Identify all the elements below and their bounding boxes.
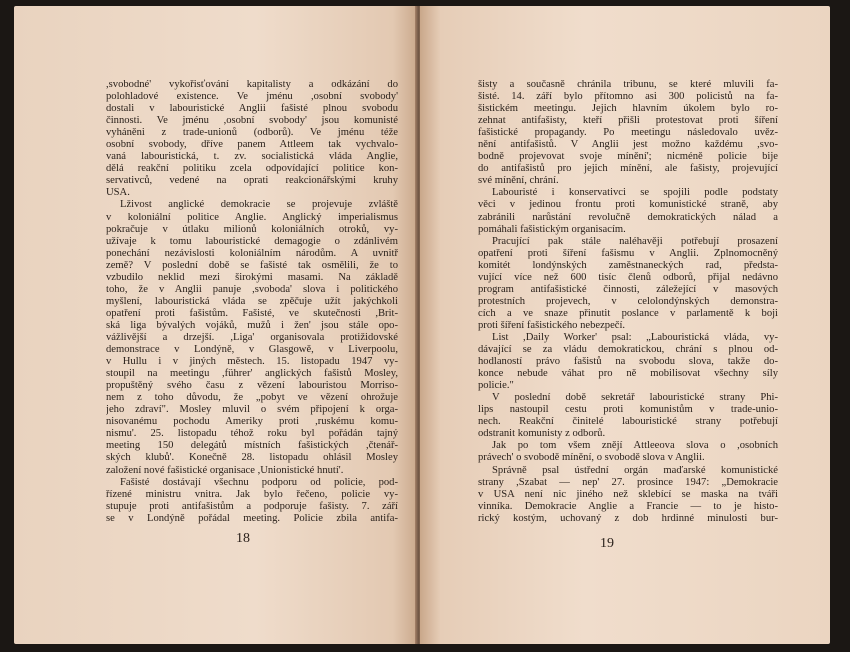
text-line: šisté. 14. září bylo přítomno asi 300 policistů na fa-: [478, 91, 778, 103]
text-line: jeho zdraví". Mosley mluvil o svém připojení k orga-: [106, 404, 398, 416]
text-line: cích a ve snaze přinutit poslance v parlamentě k boji: [478, 307, 778, 319]
text-line: nismu'. 25. listopadu téhož roku byl pořádán tajný: [106, 428, 398, 440]
text-line: vyháněni z trade-unionů (odborů). Ve jménu téže: [106, 127, 398, 139]
text-line: myšlení, labouristická vláda se zpěčuje užít jakýchkoli: [106, 295, 398, 307]
text-line: fašistické propagandy. Po meetingu následovalo uvěz-: [478, 127, 778, 139]
text-line: věci v jedinou frontu proti komunistické straně, aby: [478, 199, 778, 211]
text-line: vaná labouristická, t. zv. socialistická vláda Anglie,: [106, 151, 398, 163]
text-line: se v Londýně pořádal meeting. Policie zbila antifa-: [106, 512, 398, 524]
text-line: Správně psal ústřední orgán maďarské komunistické: [492, 464, 778, 476]
text-line: ských klubů'. Konečně 28. listopadu ohlásil Mosley: [106, 452, 398, 464]
text-line: protestních projevech, v celolondýnských demonstra-: [478, 295, 778, 307]
text-line: své mínění, chrání.: [478, 175, 559, 187]
text-line: šisty a současně chránila tribunu, se které mluvili fa-: [478, 79, 778, 90]
text-line: nem z toho důvodu, že „pobyt ve vězení ohrožuje: [106, 392, 398, 404]
text-line: Labouristé i konservativci se spojili podle podstaty: [492, 187, 778, 199]
text-line: zabránili narůstání revolučně demokratických nálad a: [478, 211, 778, 223]
text-line: propuštěný svého času z vězení labouristou Morriso-: [106, 380, 398, 392]
text-line: odstranit komunisty z odborů.: [478, 428, 606, 440]
left-page: [14, 6, 417, 644]
text-line: proti šíření fašistického nebezpečí.: [478, 319, 626, 331]
text-line: demonstrace v Londýně, v Glasgowě, v Liverpoolu,: [106, 344, 398, 356]
text-line: opatření proti fašistům. Fašisté, ve skutečnosti ,Brit-: [106, 307, 398, 319]
text-line: Lživost anglické demokracie se projevuje zvláště: [120, 199, 398, 211]
text-line: činnosti. Ve jménu ,osobní svobody' jsou komunisté: [106, 115, 398, 127]
text-line: lips nastoupil cestu proti komunistům v trade-unio-: [478, 404, 778, 416]
text-line: List ,Daily Worker' psal: „Labouristická vláda, vy-: [492, 331, 778, 343]
text-line: program antifašistické činnosti, záležející v masových: [478, 283, 778, 295]
text-line: rický kostým, uchovaný z dob hrdinné minulosti bur-: [478, 512, 778, 524]
text-line: vinníka. Demokracie Anglie a Francie — to je histo-: [478, 500, 778, 512]
text-line: Jak po tom všem znějí Attleeova slova o ,osobních: [492, 440, 778, 452]
text-line: šistickém meetingu. Jejich hlavním úkolem bylo ro-: [478, 103, 778, 115]
right-page-number: 19: [600, 536, 614, 551]
text-line: hodlaností právo fašistů na svobodu slova, takže do-: [478, 356, 778, 368]
text-line: v Hullu i v jiných městech. 15. listopadu 1947 vy-: [106, 356, 398, 368]
text-line: v USA není nic jiného než sklebící se maska na tváři: [478, 488, 778, 500]
text-line: V poslední době sekretář labouristické strany Phi-: [492, 392, 778, 404]
text-line: opatření proti šíření fašismu v Anglii. Zplnomocněný: [478, 247, 778, 259]
text-line: policie.": [478, 380, 514, 392]
text-line: nech. Reakční činitelé labouristické strany potřebují: [478, 416, 778, 428]
text-line: užívaje k tomu labouristické demagogie o zdánlivém: [106, 235, 398, 247]
text-line: servativců, vedené na oprati reakcionářskými kruhy: [106, 175, 398, 187]
right-page: [420, 6, 830, 644]
text-line: vážlivější a drzejší. ,Liga' organisovala protižidovské: [106, 331, 398, 343]
text-line: bodně projevovat svoje mínění'; nicméně policie bije: [478, 151, 778, 163]
text-line: řízené ministru vnitra. Jak bylo řečeno, policie vy-: [106, 488, 398, 500]
text-line: stoupil na meetingu ,führer' anglických fašistů Mosley,: [106, 368, 398, 380]
text-line: pomáhali fašistickým organisacím.: [478, 223, 626, 235]
text-line: vzbudilo neklid mezi širokými masami. Na základě: [106, 271, 398, 283]
text-line: nisovanému pochodu Ameriky proti ,ruskému komu-: [106, 416, 398, 428]
text-line: země? V poslední době se fašisté tak osmělili, že to: [106, 259, 398, 271]
text-line: dělá reakční politiku zcela odpovídající politice kon-: [106, 163, 398, 175]
text-line: komitét londýnských zaměstnaneckých rad, předsta-: [478, 259, 778, 271]
text-line: stupuje proti antifašistům a podporuje fašisty. 7. září: [106, 500, 398, 512]
text-line: USA.: [106, 187, 130, 199]
text-line: strany ,Szabat — nep' 27. prosince 1947: „Demokracie: [478, 476, 778, 488]
text-line: právech' o svobodě mínění, o svobodě slova v Anglii.: [478, 452, 705, 464]
text-line: do antifašistů pro jejich mínění, ale fašisty, projevující: [478, 163, 778, 175]
text-line: vující více než 600 tisíc členů odborů, přijal nedávno: [478, 271, 778, 283]
text-line: dávající se za vládu demokratickou, chrání s plnou od-: [478, 344, 778, 356]
text-line: Fašisté dostávají všechnu podporu od policie, pod-: [120, 476, 398, 488]
left-page-number: 18: [236, 531, 250, 546]
text-line: ská liga bývalých vojáků, mužů i žen' jsou stále opo-: [106, 319, 398, 331]
text-line: dostali v labouristické Anglii fašisté plnou svobodu: [106, 103, 398, 115]
text-line: ,svobodné' vykořisťování kapitalisty a odkázání do: [106, 79, 398, 90]
text-line: Pracující pak stále naléhavěji potřebují prosazení: [492, 235, 778, 247]
text-line: pokračuje v útlaku milionů koloniálních otroků, vy-: [106, 223, 398, 235]
text-line: ponechání nezávislosti koloniálním národům. A uvnitř: [106, 247, 398, 259]
text-line: zehnat antifašisty, kteří přišli protestovat proti šíření: [478, 115, 778, 127]
text-line: v koloniální politice Anglie. Anglický imperialismus: [106, 211, 398, 223]
text-line: polohladové existence. Ve jménu ,osobní svobody': [106, 91, 398, 103]
text-line: založení nové fašistické organisace ,Unionistické hnutí'.: [106, 464, 344, 476]
text-line: toho, že v Anglii panuje ,svoboda' slova i politického: [106, 283, 398, 295]
right-page-text: [478, 79, 778, 525]
text-line: meeting 150 delegátů místních fašistických ,čtenář-: [106, 440, 398, 452]
left-page-text: [106, 79, 398, 525]
text-line: nění antifašistů. V Anglii jest možno každému ,svo-: [478, 139, 778, 151]
text-line: konce nebude váhat pro ně mobilisovat všechny síly: [478, 368, 778, 380]
text-line: osobní svobody, dříve panem Attleem tak vychvalo-: [106, 139, 398, 151]
